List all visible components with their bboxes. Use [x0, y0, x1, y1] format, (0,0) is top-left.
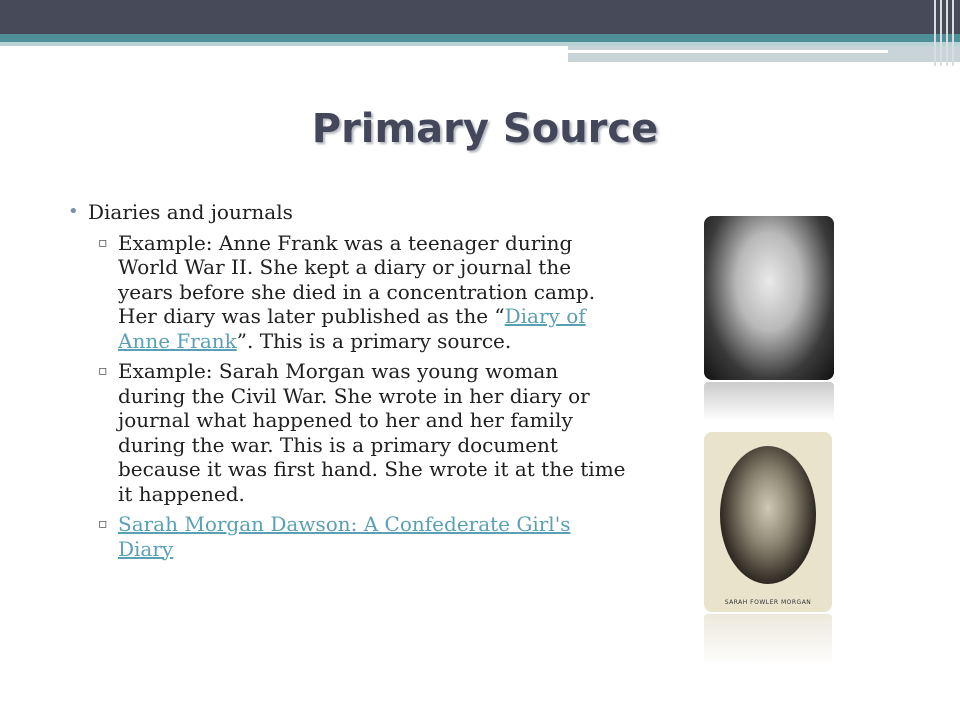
sarah-morgan-diary-link[interactable]: Sarah Morgan Dawson: A Confederate Girl's Diary: [118, 512, 571, 561]
sub-bullet-text: Example: Anne Frank was a teenager during World War II. She kept a diary or journal the years before she died in a concentration camp. Her diary was later published as the “: [118, 230, 596, 328]
header-stripe-white: [568, 50, 888, 53]
sub-bullet-anne-frank: [98, 231, 628, 354]
anne-frank-photo-reflection: [704, 382, 834, 422]
corner-decoration: [930, 0, 960, 66]
header-stripe: [0, 34, 960, 42]
sarah-morgan-caption: SARAH FOWLER MORGAN: [724, 599, 812, 606]
sub-bullet-sarah-link: [98, 512, 628, 561]
square-bullet-icon: ▫: [98, 234, 108, 251]
sub-bullet-text-end: ”. This is a primary source.: [236, 328, 512, 353]
sub-bullet-sarah-morgan: [98, 359, 628, 506]
bullet-text: Diaries and journals: [88, 200, 293, 224]
square-bullet-icon: ▫: [98, 516, 108, 532]
header-band: [0, 0, 960, 34]
sarah-morgan-photo-reflection: [704, 614, 832, 666]
square-bullet-icon: ▫: [98, 363, 108, 379]
sub-bullet-list: [98, 231, 628, 562]
anne-frank-photo: [704, 216, 834, 380]
slide-body: [68, 200, 628, 567]
sarah-morgan-portrait: [720, 446, 816, 584]
bullet-icon: •: [68, 201, 79, 222]
sub-bullet-text: Example: Sarah Morgan was young woman during the Civil War. She wrote in her diary or journal what happened to her and her family during the war. This is a primary document because it was first hand. She wrote it at the time it happened.: [118, 359, 626, 506]
bullet-item: [68, 200, 628, 225]
sarah-morgan-photo: [704, 432, 832, 612]
diary-anne-frank-link[interactable]: Diary of Anne Frank: [118, 304, 586, 353]
header-stripe-grey: [568, 46, 960, 62]
slide-title: Primary Source: [311, 106, 659, 152]
